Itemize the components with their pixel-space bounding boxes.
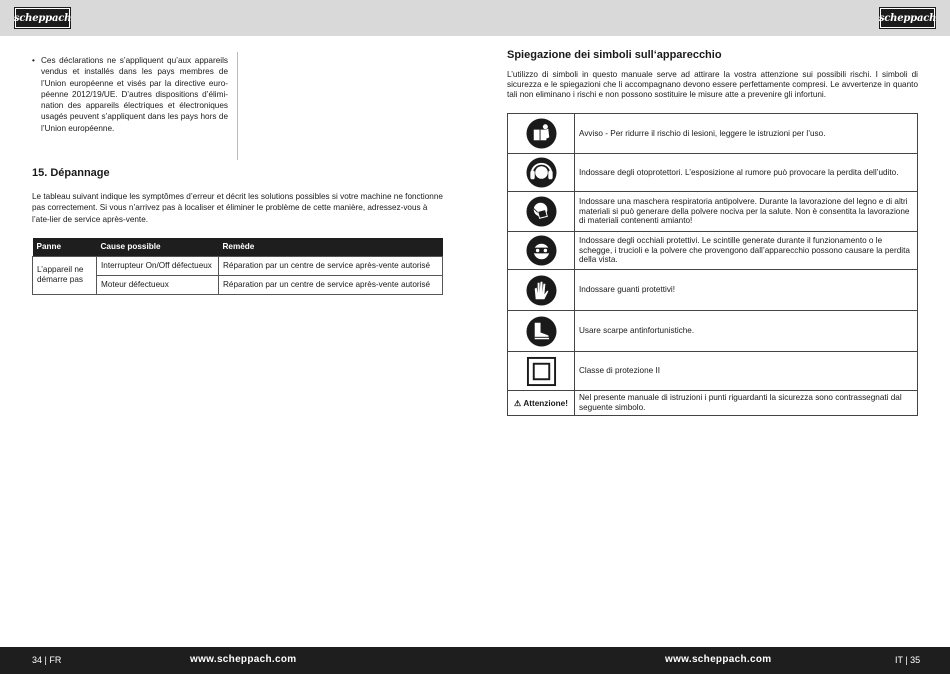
gloves-icon	[526, 275, 557, 306]
top-bar	[0, 0, 950, 36]
symbol-row	[508, 114, 918, 154]
website-url-left: www.scheppach.com	[190, 654, 297, 665]
scheppach-logo-right: scheppach	[880, 8, 935, 28]
page-number-left: 34 | FR	[32, 655, 62, 665]
cell-remede: Réparation par un centre de service après-vente autorisé	[219, 275, 443, 294]
symbol-text: Classe di protezione II	[575, 352, 918, 391]
safety-boots-icon	[526, 316, 557, 347]
symbols-section-intro: L’utilizzo di simboli in questo manuale serve ad attirare la vostra attenzione sui possibili rischi. I simboli di sicurezza e le spiegazioni che li accompagnano devono essere perfettamente compresi. Le avvertenze in quanto tali non eliminano i rischi e non possono sostituire le misure atte a prevenire gli infortuni.	[507, 70, 918, 99]
safety-goggles-icon	[526, 235, 557, 266]
bottom-bar	[0, 647, 950, 674]
symbol-row	[508, 311, 918, 352]
symbol-text: Indossare guanti protettivi!	[575, 270, 918, 311]
bullet-dot: •	[32, 56, 35, 65]
symbol-row	[508, 391, 918, 416]
read-manual-icon	[526, 118, 557, 149]
ear-protection-icon	[526, 157, 557, 188]
disposal-bullet	[32, 55, 228, 134]
column-divider	[237, 52, 238, 160]
symbol-text: Usare scarpe antinfortunistiche.	[575, 311, 918, 352]
symbols-section-title: Spiegazione dei simboli sull‘apparecchio	[507, 49, 722, 61]
warning-triangle-icon: ⚠	[514, 398, 522, 408]
symbol-text: Avviso - Per ridurre il rischio di lesioni, leggere le istruzioni per l’uso.	[575, 114, 918, 154]
attention-text: Nel presente manuale di istruzioni i punti riguardanti la sicurezza sono contrassegnati dal seguente simbolo.	[575, 391, 918, 416]
cell-cause: Interrupteur On/Off défectueux	[97, 256, 219, 275]
symbol-row	[508, 192, 918, 232]
protection-class-ii-icon	[526, 356, 557, 387]
symbol-text: Indossare degli otoprotettori. L’esposizione al rumore può provocare la perdita dell’udito.	[575, 154, 918, 192]
symbol-text: Indossare una maschera respiratoria antipolvere. Durante la lavorazione del legno e di altri materiali si può generare della polvere nociva per la salute. Non è consentita la lavorazione di materiali contenenti amianto!	[575, 192, 918, 232]
website-url-right: www.scheppach.com	[665, 654, 772, 665]
symbol-text: Indossare degli occhiali protettivi. Le scintille generate durante il funzionamento o le schegge, i trucioli e la polvere che provengono dall’apparecchio possono causare la perdita della vista.	[575, 232, 918, 270]
cell-panne: L’appareil ne démarre pas	[33, 256, 97, 294]
section-intro-depannage: Le tableau suivant indique les symptômes d’erreur et décrit les solutions possibles si votre machine ne fonctionne pas correctement. Si vous n’arrivez pas à localiser et éliminer le problème de cette manière, adressez-vous à l’ate-lier de service après-vente.	[32, 192, 443, 224]
symbol-row	[508, 270, 918, 311]
troubleshooting-table	[32, 238, 443, 295]
table-row	[33, 256, 443, 275]
symbol-row	[508, 154, 918, 192]
cell-cause: Moteur défectueux	[97, 275, 219, 294]
scheppach-logo-left: scheppach	[15, 8, 70, 28]
header-panne: Panne	[33, 238, 97, 256]
header-remede: Remède	[219, 238, 443, 256]
symbol-row	[508, 232, 918, 270]
cell-remede: Réparation par un centre de service après-vente autorisé	[219, 256, 443, 275]
header-cause: Cause possible	[97, 238, 219, 256]
attention-label: ⚠ Attenzione!	[514, 398, 568, 408]
dust-mask-icon	[526, 196, 557, 227]
symbol-row	[508, 352, 918, 391]
disposal-bullet-text: Ces déclarations ne s’appliquent qu’aux appareils vendus et installés dans les pays membres de l’Union européenne et visés par la directive euro-péenne 2012/19/UE. D’autres dispositions d’élimi-nation des appareils électriques et électroniques usagés peuvent s’appliquent dans les pays hors de l’Union européenne.	[41, 56, 228, 133]
symbols-table	[507, 113, 918, 416]
section-title-depannage: 15. Dépannage	[32, 167, 110, 179]
page-number-right: IT | 35	[895, 655, 921, 665]
